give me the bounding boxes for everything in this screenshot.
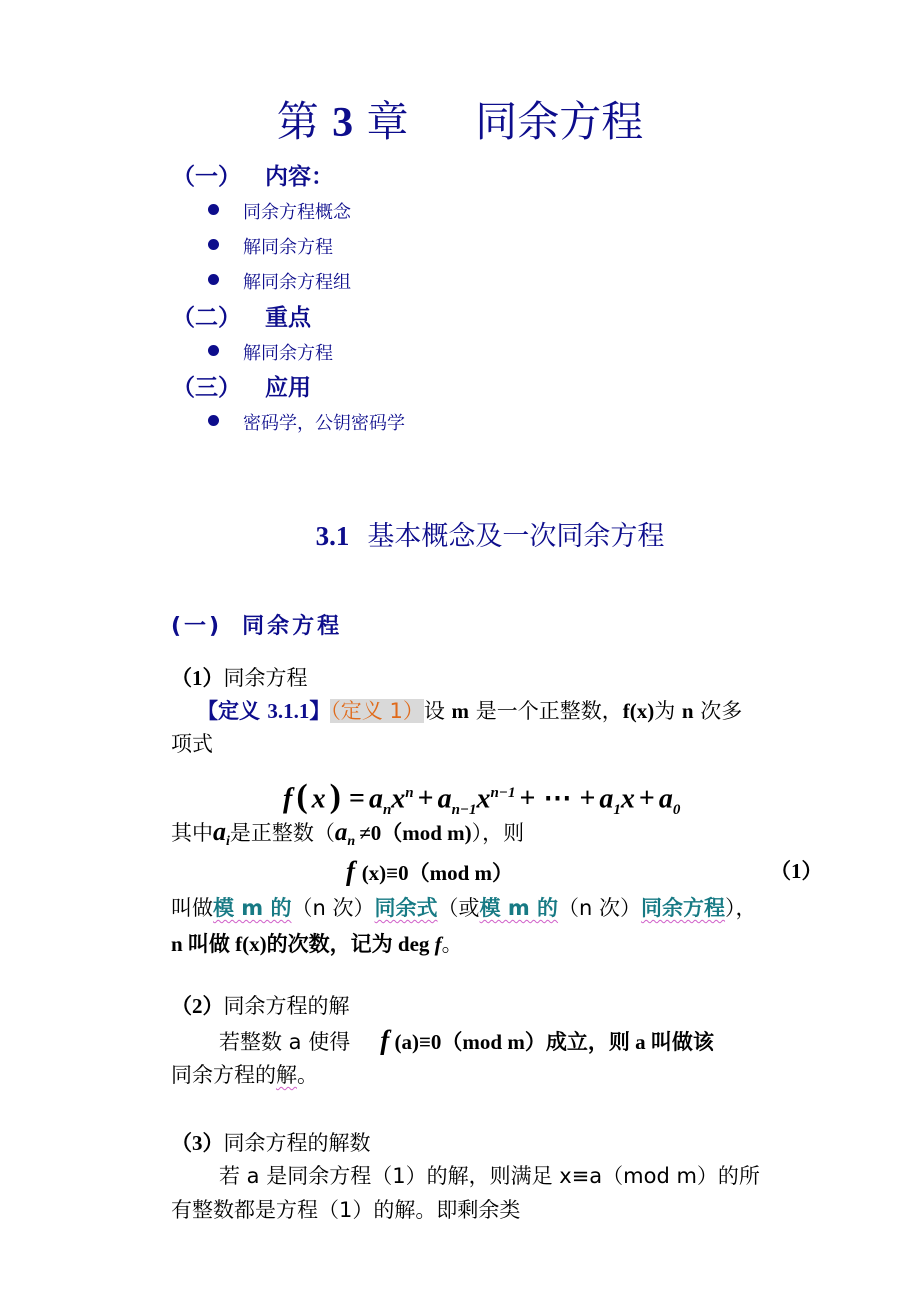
part2-line-2: 同余方程的解。	[171, 1063, 318, 1087]
list-item: 解同余方程	[208, 341, 333, 367]
outline-content-heading	[172, 162, 334, 192]
subsection-heading	[171, 612, 342, 642]
bullet-icon	[208, 239, 219, 250]
coefficient-condition: 其中$a_i$是正整数（$a_n \ne 0(mod$ m)），则	[171, 817, 525, 850]
part2-heading: （2）同余方程的解	[171, 994, 350, 1018]
section-name: 基本概念及一次同余方程	[367, 521, 665, 552]
part2-line-1: 若整数 a 使得 f (a)≡0（mod m）成立，则 a 叫做该	[219, 1025, 714, 1055]
bullet-icon	[208, 415, 219, 426]
subsection-title: 同余方程	[242, 614, 343, 639]
definition-label: 【定义 3.1.1】	[197, 699, 331, 723]
chapter-name: 同余方程	[475, 97, 644, 146]
definition-terms: 叫做模 m 的（n 次）同余式（或模 m 的（n 次）同余方程），	[171, 896, 757, 920]
outline-app-title: 应用	[265, 375, 311, 401]
section-title	[0, 518, 920, 555]
section-number: 3.1	[315, 521, 350, 551]
list-item: 解同余方程组	[208, 270, 351, 296]
bullet-icon	[208, 274, 219, 285]
definition-line-2: 项式	[171, 732, 213, 756]
bullet-icon	[208, 204, 219, 215]
outline-app-heading	[172, 373, 311, 403]
polynomial-formula: f ( x ) = $a_nx^n + a_{n-1}x^{n-1}$ + ⋯ + $a_1x + a_0$	[283, 778, 681, 818]
subsection-label: (一)	[171, 614, 223, 639]
part3-heading: （3）同余方程的解数	[171, 1131, 371, 1155]
outline-content-label: （一）	[172, 164, 241, 190]
outline-app-label: （三）	[172, 375, 241, 401]
degree-line: n 叫做 f(x)的次数，记为 deg f。	[171, 932, 463, 956]
congruence-equation: f (x)≡0（mod m）	[346, 856, 514, 886]
outline-key-label: （二）	[172, 305, 241, 331]
outline-content-title: 内容：	[265, 164, 334, 190]
chapter-number: 3	[332, 100, 354, 146]
part1-heading: （1）同余方程	[171, 666, 308, 690]
outline-key-heading	[172, 303, 311, 333]
chapter-title-suffix: 章	[366, 97, 409, 146]
chapter-title-prefix: 第	[276, 97, 319, 146]
list-item: 解同余方程	[208, 235, 333, 261]
bullet-icon	[208, 345, 219, 356]
definition-line: 【定义 3.1.1】（定义 1）设 m 是一个正整数，f(x)为 n 次多	[197, 699, 743, 723]
outline-key-title: 重点	[265, 305, 311, 331]
part3-line-1: 若 a 是同余方程（1）的解，则满足 x≡a（mod m）的所	[219, 1164, 760, 1188]
chapter-title	[0, 96, 920, 149]
equation-label: （1）	[770, 859, 823, 883]
list-item: 同余方程概念	[208, 200, 351, 226]
definition-alias: （定义 1）	[330, 699, 424, 723]
list-item: 密码学，公钥密码学	[208, 411, 405, 437]
part3-line-2: 有整数都是方程（1）的解。即剩余类	[171, 1198, 521, 1222]
